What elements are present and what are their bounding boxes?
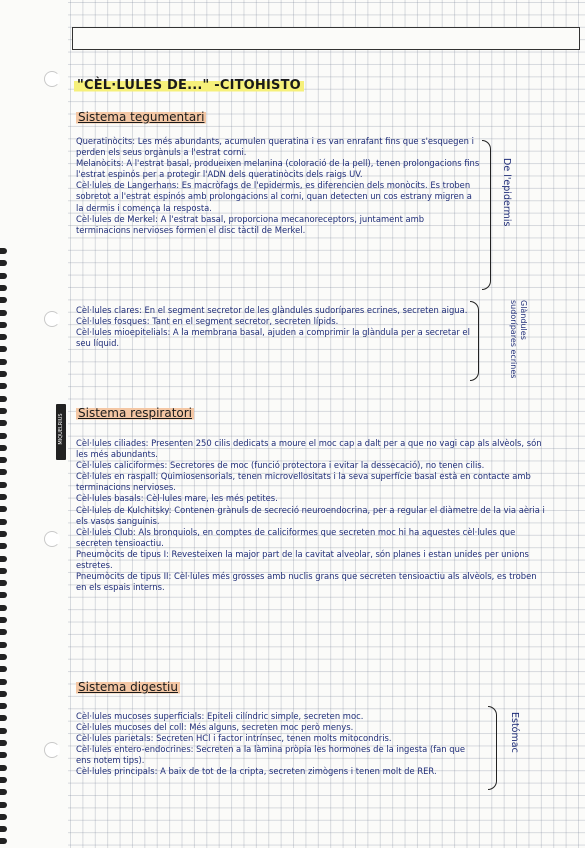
spiral-ring (0, 543, 7, 549)
spiral-ring (0, 248, 7, 254)
side-label-epidermis: De l'epidermis (501, 158, 512, 227)
spiral-ring (0, 371, 7, 377)
spiral-ring (0, 445, 7, 451)
spiral-ring (0, 420, 7, 426)
section-heading-tegumentari: Sistema tegumentari (78, 110, 205, 124)
spiral-ring (0, 297, 7, 303)
spiral-ring (0, 273, 7, 279)
punch-hole-middle (44, 311, 60, 327)
note-merkel: Cèl·lules de Merkel: A l'estrat basal, proporciona mecanoreceptors, juntament amb terminacions nervioses formen el disc tàctil de Merkel. (76, 213, 425, 235)
spiral-ring (0, 433, 7, 439)
brace-glandules (470, 301, 479, 381)
brace-epidermis (482, 140, 491, 290)
spiral-ring (0, 519, 7, 525)
spiral-ring (0, 285, 7, 291)
section-body-digestiu (76, 711, 480, 778)
spiral-ring (0, 457, 7, 463)
note-entero-endocrines: Cèl·lules entero-endocrines: Secreten a la làmina pròpia les hormones de la ingesta (fan que ens notem tips). (76, 744, 466, 766)
section-heading-digestiu: Sistema digestiu (78, 680, 178, 694)
punch-hole-top (44, 71, 60, 87)
note-cellules-caliciformes: Cèl·lules caliciformes: Secretores de moc (funció protectora i evitar la dessecació), no tenen cilis. (76, 460, 485, 471)
spiral-ring (0, 703, 7, 709)
note-cellules-mioepitelials: Cèl·lules mioepitelials: A la membrana basal, ajuden a comprimir la glàndula per a secretar el seu líquid. (76, 327, 470, 349)
note-cellules-clares: Cèl·lules clares: En el segment secretor de les glàndules sudorípares ecrines, secreten aigua. (76, 305, 468, 315)
punch-hole-bottom (44, 742, 60, 758)
note-cellules-kulchitsky: Cèl·lules de Kulchitsky: Contenen grànuls de secreció neuroendocrina, per a regular el diàmetre de la via aèria i els vasos sanguinis. (76, 504, 545, 526)
section-body-glandules (76, 305, 480, 349)
spiral-ring (0, 802, 7, 808)
spiral-ring (0, 777, 7, 783)
spiral-ring (0, 310, 7, 316)
spiral-ring (0, 679, 7, 685)
side-label-glandules: Glàndules sudorípares ecrines (509, 300, 528, 379)
brand-tag (56, 404, 66, 460)
spiral-ring (0, 334, 7, 340)
spiral-ring (0, 396, 7, 402)
note-langerhans: Cèl·lules de Langerhans: Es macròfags de l'epidermis, es diferencien dels monòcits. Es troben sobretot a l'estrat espinós amb prolongacions al corni, quan detecten un cos estrany migren a la dermis i comença la resposta. (76, 180, 472, 213)
spiral-ring (0, 765, 7, 771)
note-cellules-principals: Cèl·lules principals: A baix de tot de la cripta, secreten zimògens i tenen molt de RER. (76, 766, 437, 777)
note-cellules-raspall: Cèl·lules en raspall: Quimiosensorials, tenen microvellositats i la seva superfície basal està en contacte amb terminacions nervioses. (76, 471, 531, 493)
spiral-ring (0, 666, 7, 672)
section-body-tegumentari (76, 136, 480, 236)
note-cellules-fosques: Cèl·lules fosques: Tant en el segment secretor, secreten lípids. (76, 316, 339, 327)
spiral-ring (0, 789, 7, 795)
spiral-ring (0, 740, 7, 746)
note-cellules-club: Cèl·lules Club: Als bronquiols, en comptes de caliciformes que secreten moc hi ha aquestes cèl·lules que secreten tensioactiu. (76, 526, 516, 548)
spiral-ring (0, 826, 7, 832)
note-mucoses-coll: Cèl·lules mucoses del coll: Més alguns, secreten moc però menys. (76, 722, 354, 733)
spiral-ring (0, 814, 7, 820)
spiral-ring (0, 617, 7, 623)
note-cellules-ciliades: Cèl·lules ciliades: Presenten 250 cilis dedicats a moure el moc cap a dalt per a que no vagi cap als alvèols, són les més abundants. (76, 438, 542, 460)
note-cellules-basals: Cèl·lules basals: Cèl·lules mare, les més petites. (76, 493, 278, 504)
spiral-ring (0, 654, 7, 660)
punch-hole-lower (44, 531, 60, 547)
spiral-ring (0, 322, 7, 328)
note-pneumocits-tipus-1: Pneumòcits de tipus I: Revesteixen la major part de la cavitat alveolar, són planes i estan unides per unions estretes. (76, 548, 529, 571)
spiral-ring (0, 642, 7, 648)
spiral-ring (0, 531, 7, 537)
brand-label: MIQUELRIUS (58, 413, 64, 445)
spiral-ring (0, 691, 7, 697)
spiral-ring (0, 408, 7, 414)
section-body-respiratori (76, 438, 546, 593)
spiral-ring (0, 556, 7, 562)
spiral-ring (0, 568, 7, 574)
brace-estomac (488, 706, 497, 790)
spiral-ring (0, 605, 7, 611)
spiral-ring (0, 482, 7, 488)
section-heading-respiratori: Sistema respiratori (78, 406, 193, 420)
side-label-estomac: Estómac (509, 712, 520, 753)
spiral-ring (0, 494, 7, 500)
page-title: "CÈL·LULES DE..." -CITOHISTO (74, 78, 304, 93)
note-queratinocits: Queratinòcits: Les més abundants, acumulen queratina i es van enrafant fins que s'esquegen i perden els seus orgànuls a l'estrat corni. (76, 136, 474, 158)
note-pneumocits-tipus-2: Pneumòcits de tipus II: Cèl·lules més grosses amb nuclis grans que secreten tensioactiu als alvèols, es troben en els espais interns. (76, 571, 537, 593)
note-cellules-parietals: Cèl·lules parietals: Secreten HCl i factor intrínsec, tenen molts mitocondris. (76, 733, 392, 744)
spiral-ring (0, 580, 7, 586)
header-box (72, 27, 580, 50)
note-melanocits: Melanòcits: A l'estrat basal, produeixen melanina (coloració de la pell), tenen prolongacions fins l'estrat espinós per a protegir l'ADN dels queratinòcits dels raigs UV. (76, 158, 480, 180)
spiral-ring (0, 728, 7, 734)
note-mucoses-superficials: Cèl·lules mucoses superficials: Epiteli cilíndric simple, secreten moc. (76, 711, 364, 721)
spiral-ring (0, 359, 7, 365)
